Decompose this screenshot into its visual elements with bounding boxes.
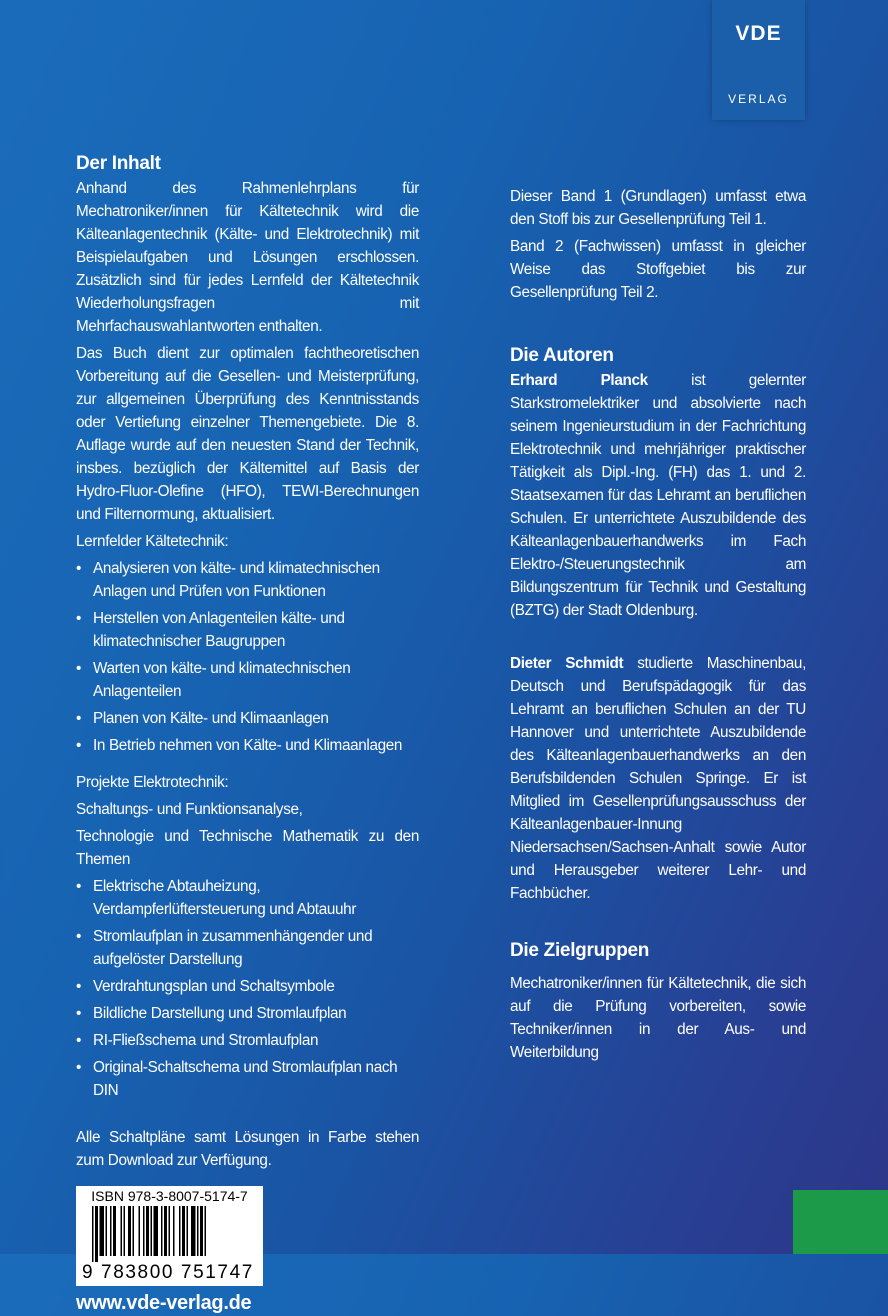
barcode-bar xyxy=(124,1206,126,1256)
list-item: • Bildliche Darstellung und Stromlaufplan xyxy=(76,1002,419,1025)
author1-text: ist gelernter Starkstromelektriker und absolvierte nach seinem Ingenieurstudium in der Fachrichtung Elektrotechnik und mehrjähriger praktischer Tätigkeit als Dipl.-Ing. (FH) das 1. und 2. Staatsexamen für das Lehramt an beruflichen Schulen. Er unterrichtete Auszubildende des Kälteanlagenbauerhandwerks im Fach Elektro-/Steuerungstechnik am Bildungszentrum für Technik und Gestaltung (BZTG) der Stadt Oldenburg. xyxy=(510,372,806,619)
inhalt-paragraph-2: Das Buch dient zur optimalen fachtheoretischen Vorbereitung auf die Gesellen- und Meisterprüfung, zur allgemeinen Überprüfung des Kenntnisstands oder Vertiefung einzelner Themengebiete. Die 8. Auflage wurde auf den neuesten Stand der Technik, insbes. bezüglich der Kältemittel auf Basis der Hydro-Fluor-Olefine (HFO), TEWI-Berechnungen und Filternormung, aktualisiert. xyxy=(76,345,419,523)
author1-name: Erhard Planck xyxy=(510,372,648,389)
barcode-bar xyxy=(139,1206,141,1256)
publisher-url[interactable]: www.vde-verlag.de xyxy=(76,1292,252,1314)
author2-bio xyxy=(510,652,806,905)
barcode-bar xyxy=(143,1206,145,1256)
barcode-bar xyxy=(154,1206,159,1256)
download-text: Alle Schaltpläne samt Lösungen in Farbe stehen zum Download zur Verfügung. xyxy=(76,1129,419,1169)
list-item: • RI-Fließschema und Stromlaufplan xyxy=(76,1029,419,1052)
zielgruppen-heading: Die Zielgruppen xyxy=(510,940,650,961)
barcode-bar xyxy=(110,1206,112,1256)
right-column xyxy=(510,185,806,1068)
list-item: • Stromlaufplan in zusammenhängender und aufgelöster Darstellung xyxy=(76,925,419,971)
barcode-bar xyxy=(151,1206,153,1256)
barcode-bar xyxy=(191,1206,196,1256)
barcode-bar xyxy=(146,1206,149,1256)
author2-text: studierte Maschinenbau, Deutsch und Berufspädagogik für das Lehramt an beruflichen Schulen an der TU Hannover und unterrichtete Auszubildende des Kälteanlagenbauerhandwerks an den Berufsbildenden Schulen Springe. Er ist Mitglied im Gesellenprüfungsausschuss der Kälteanlagenbauer-Innung Niedersachsen/Sachsen-Anhalt sowie Autor und Herausgeber weiterer Lehr- und Fachbücher. xyxy=(510,655,806,902)
band2-text: Band 2 (Fachwissen) umfasst in gleicher Weise das Stoffgebiet bis zur Gesellenprüfung Teil 2. xyxy=(510,238,806,301)
barcode-bar xyxy=(169,1206,171,1256)
barcode-bar xyxy=(179,1206,181,1256)
barcode-bar xyxy=(133,1206,135,1256)
green-corner-block xyxy=(793,1190,888,1254)
barcode-bar xyxy=(100,1206,105,1256)
logo-sub: VERLAG xyxy=(728,92,789,106)
projekte-title: Projekte Elektrotechnik: xyxy=(76,774,229,791)
barcode-bar xyxy=(200,1206,203,1256)
list-item: • Warten von kälte- und klimatechnischen Anlagenteilen xyxy=(76,657,419,703)
projekte-line-1: Schaltungs- und Funktionsanalyse, xyxy=(76,801,303,818)
author2-name: Dieter Schmidt xyxy=(510,655,624,672)
barcode-bar xyxy=(106,1206,108,1256)
barcode-bar xyxy=(182,1206,185,1256)
barcode-bar xyxy=(128,1206,131,1256)
list-item: • In Betrieb nehmen von Kälte- und Klimaanlagen xyxy=(76,734,419,757)
barcode-bar xyxy=(161,1206,163,1256)
projekte-line-2: Technologie und Technische Mathematik zu den Themen xyxy=(76,828,419,868)
barcode-bar xyxy=(173,1206,175,1256)
zielgruppen-text: Mechatroniker/innen für Kältetechnik, die sich auf die Prüfung vorbereiten, sowie Techniker/innen in der Aus- und Weiterbildung xyxy=(510,975,806,1061)
isbn-barcode xyxy=(76,1186,263,1286)
barcode-bar xyxy=(121,1206,123,1256)
list-item: • Original-Schaltschema und Stromlaufplan nach DIN xyxy=(76,1056,419,1102)
lernfelder-list xyxy=(76,557,419,757)
barcode-bar xyxy=(187,1206,189,1256)
isbn-label: ISBN 978-3-8007-5174-7 xyxy=(91,1188,248,1204)
vde-verlag-logo xyxy=(712,0,805,120)
band1-text: Dieser Band 1 (Grundlagen) umfasst etwa den Stoff bis zur Gesellenprüfung Teil 1. xyxy=(510,188,806,228)
barcode-bar xyxy=(113,1206,116,1256)
projekte-list xyxy=(76,875,419,1102)
inhalt-section xyxy=(76,152,419,1316)
list-item: • Planen von Kälte- und Klimaanlagen xyxy=(76,707,419,730)
logo-brand: VDE xyxy=(735,22,782,45)
inhalt-paragraph-1: Anhand des Rahmenlehrplans für Mechatroniker/innen für Kältetechnik wird die Kälteanlagentechnik (Kälte- und Elektrotechnik) mit Beispielaufgaben und Lösungen erschlossen. Zusätzlich sind für jedes Lernfeld der Kältetechnik Wiederholungsfragen mit Mehrfachauswahlantworten enthalten. xyxy=(76,180,419,335)
list-item: • Herstellen von Anlagenteilen kälte- und klimatechnischer Baugruppen xyxy=(76,607,419,653)
inhalt-heading: Der Inhalt xyxy=(76,153,161,174)
list-item: • Analysieren von kälte- und klimatechnischen Anlagen und Prüfen von Funktionen xyxy=(76,557,419,603)
barcode-digits: 9 783800 751747 xyxy=(82,1262,254,1283)
barcode-bar xyxy=(197,1206,199,1256)
barcode-bar xyxy=(205,1206,207,1256)
autoren-heading: Die Autoren xyxy=(510,345,614,366)
lernfelder-title: Lernfelder Kältetechnik: xyxy=(76,533,229,550)
barcode-bar xyxy=(164,1206,167,1256)
author1-bio xyxy=(510,369,806,622)
barcode-bars-icon xyxy=(92,1206,252,1266)
list-item: • Elektrische Abtauheizung, Verdampferlüftersteuerung und Abtauuhr xyxy=(76,875,419,921)
list-item: • Verdrahtungsplan und Schaltsymbole xyxy=(76,975,419,998)
